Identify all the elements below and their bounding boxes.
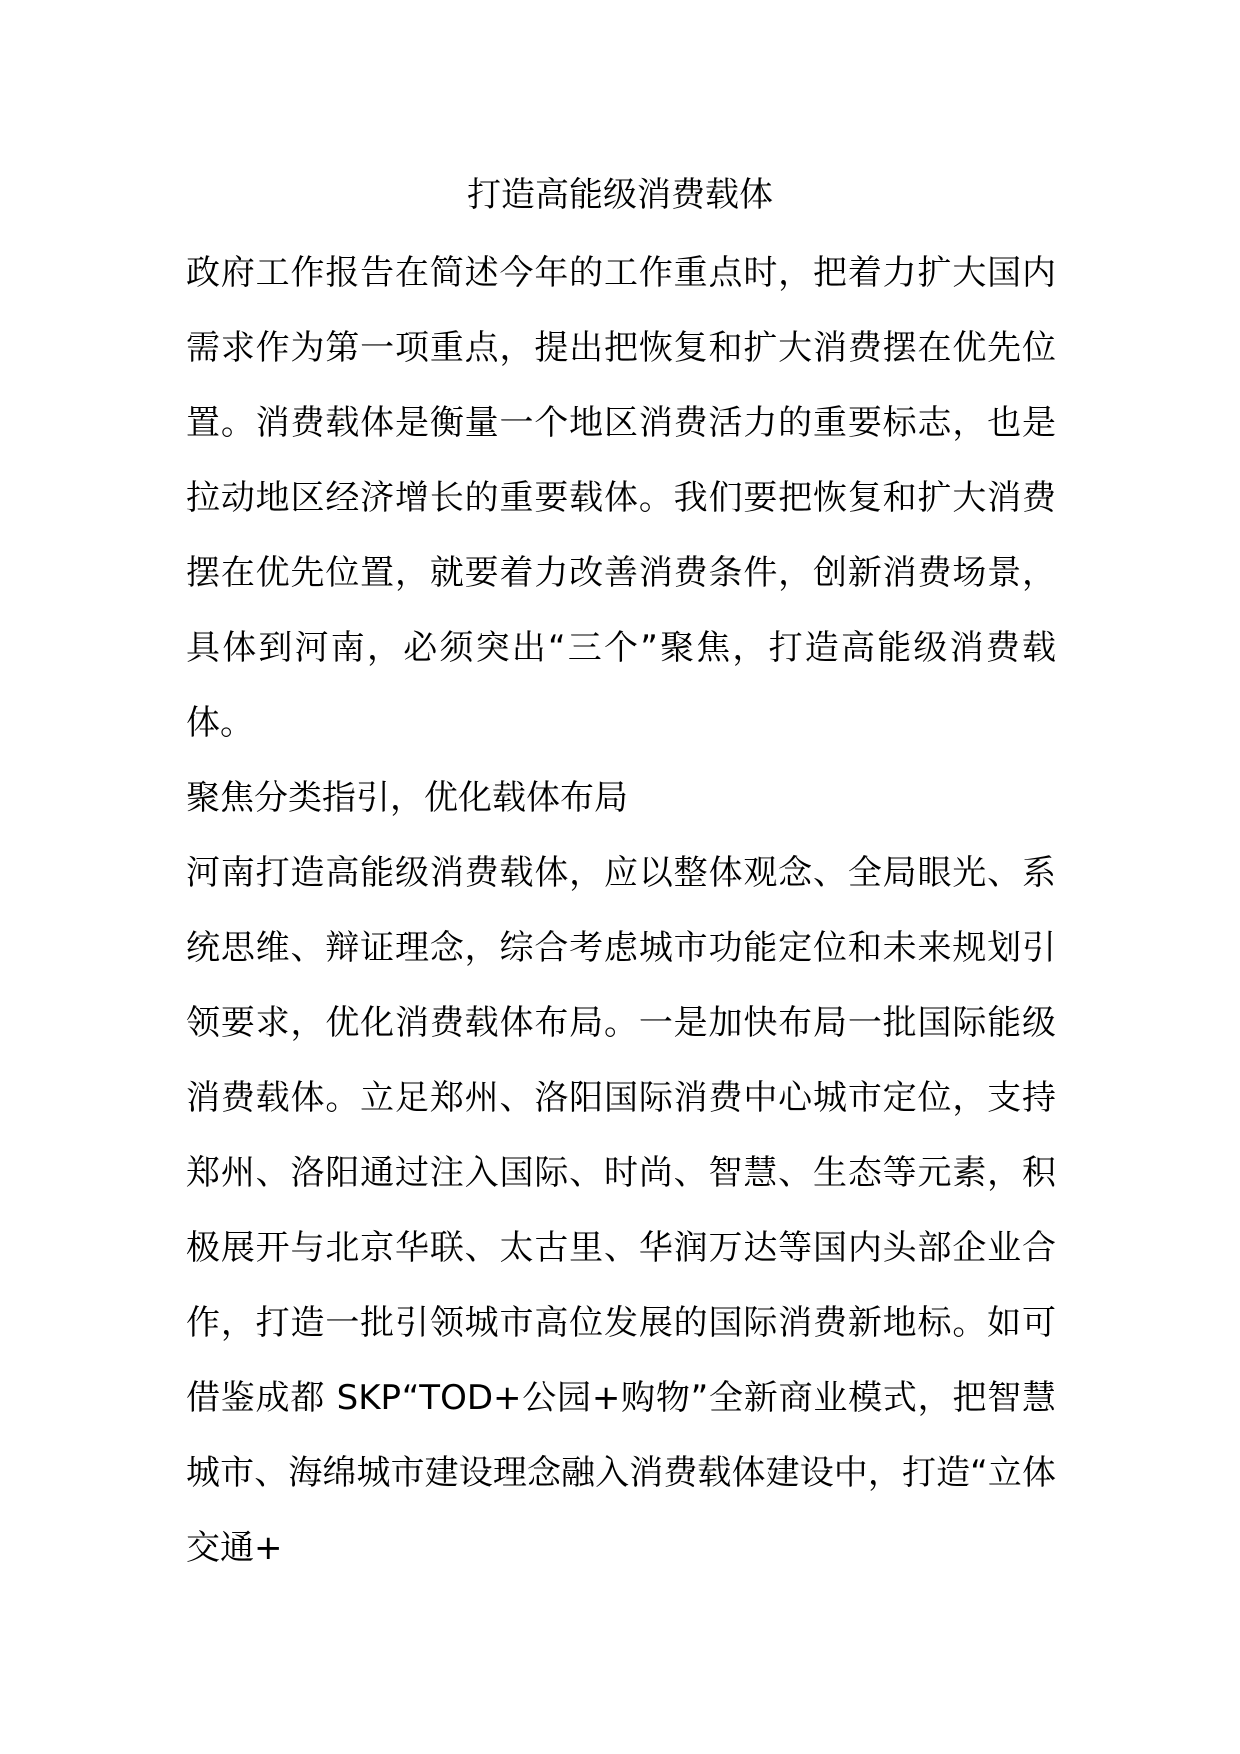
document-body [186, 236, 1056, 1586]
section-heading: 聚焦分类指引，优化载体布局 [186, 778, 628, 818]
intro-paragraph: 政府工作报告在简述今年的工作重点时，把着力扩大国内需求作为第一项重点，提出把恢复和扩大消费摆在优先位置。消费载体是衡量一个地区消费活力的重要标志，也是拉动地区经济增长的重要载体。我们要把恢复和扩大消费摆在优先位置，就要着力改善消费条件，创新消费场景，具体到河南，必须突出“三个”聚焦，打造高能级消费载体。 [186, 253, 1056, 743]
document-title: 打造高能级消费载体 [467, 175, 773, 215]
section-paragraph: 河南打造高能级消费载体，应以整体观念、全局眼光、系统思维、辩证理念，综合考虑城市功能定位和未来规划引领要求，优化消费载体布局。一是加快布局一批国际能级消费载体。立足郑州、洛阳国际消费中心城市定位，支持郑州、洛阳通过注入国际、时尚、智慧、生态等元素，积极展开与北京华联、太古里、华润万达等国内头部企业合作，打造一批引领城市高位发展的国际消费新地标。如可借鉴成都 SKP“TOD+公园+购物”全新商业模式，把智慧城市、海绵城市建设理念融入消费载体建设中，打造“立体交通+ [186, 853, 1056, 1568]
